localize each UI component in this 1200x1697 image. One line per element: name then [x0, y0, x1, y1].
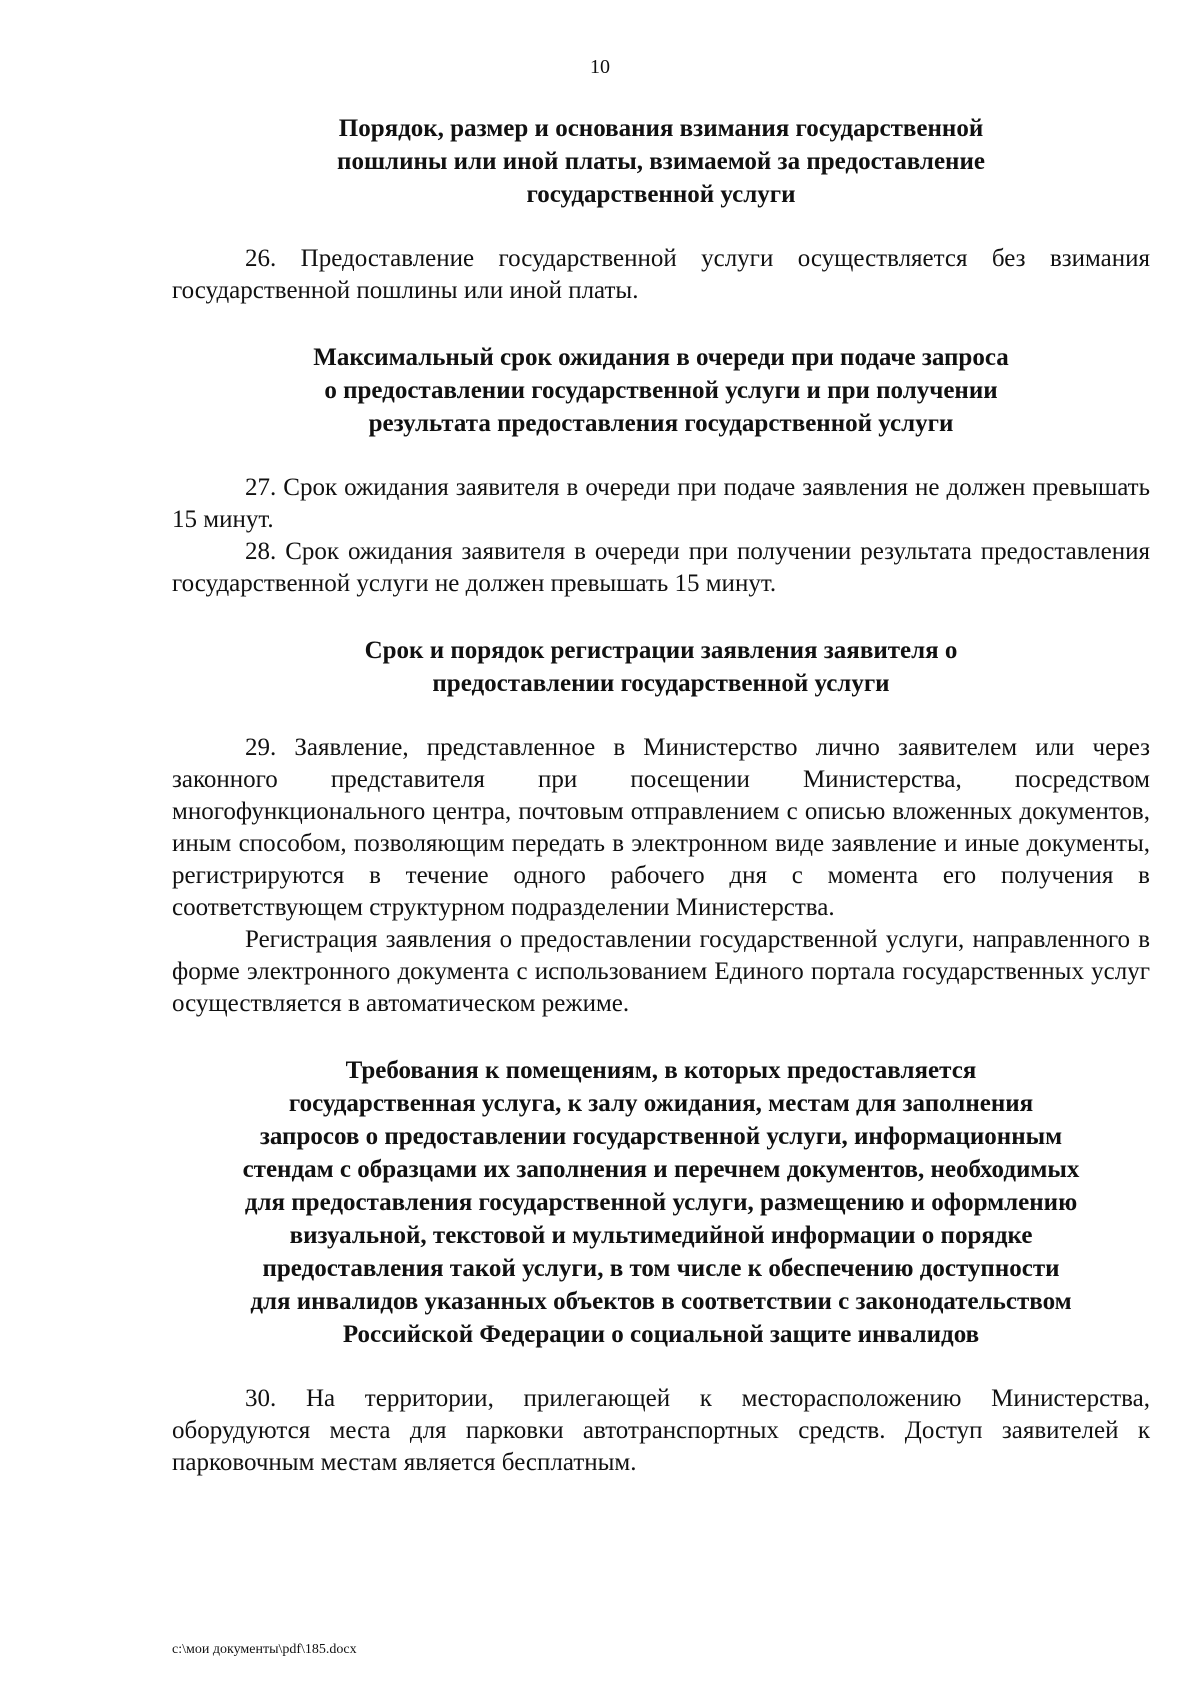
- section-registration: [172, 634, 1150, 1020]
- heading-line: предоставления такой услуги, в том числе к обеспечению доступности: [262, 1255, 1060, 1282]
- section-premises-requirements: [172, 1054, 1150, 1479]
- heading-line: запросов о предоставлении государственной услуги, информационным: [259, 1123, 1063, 1150]
- section-heading: [172, 634, 1150, 700]
- footer-file-path: c:\мои документы\pdf\185.docx: [172, 1642, 357, 1657]
- section-fee: [172, 112, 1150, 307]
- section-queue-time: [172, 341, 1150, 600]
- heading-line: о предоставлении государственной услуги и при получении: [324, 377, 998, 404]
- heading-line: визуальной, текстовой и мультимедийной информации о порядке: [289, 1222, 1033, 1249]
- heading-line: Максимальный срок ожидания в очереди при подаче запроса: [313, 344, 1009, 371]
- paragraph-27: 27. Срок ожидания заявителя в очереди при подаче заявления не должен превышать 15 минут.: [172, 474, 1150, 533]
- section-heading: [172, 112, 1150, 211]
- paragraph-29: 29. Заявление, представленное в Министерство лично заявителем или через законного представителя при посещении Министерства, посредством многофункционального центра, почтовым отправлением с описью вложенных документов, иным способом, позволяющим передать в электронном виде заявление и иные документы, регистрируются в течение одного рабочего дня с момента его получения в соответствующем структурном подразделении Министерства.: [172, 734, 1150, 921]
- paragraph-30: 30. На территории, прилегающей к месторасположению Министерства, оборудуются места для парковки автотранспортных средств. Доступ заявителей к парковочным местам является бесплатным.: [172, 1385, 1150, 1476]
- heading-line: стендам с образцами их заполнения и перечнем документов, необходимых: [242, 1156, 1080, 1183]
- heading-line: результата предоставления государственной услуги: [368, 410, 954, 437]
- page-number: 10: [590, 56, 610, 78]
- paragraph-26: 26. Предоставление государственной услуги осуществляется без взимания государственной пошлины или иной платы.: [172, 245, 1150, 304]
- heading-line: Требования к помещениям, в которых предоставляется: [345, 1057, 977, 1084]
- heading-line: Российской Федерации о социальной защите инвалидов: [342, 1321, 980, 1348]
- heading-line: Срок и порядок регистрации заявления заявителя о: [364, 637, 958, 664]
- heading-line: Порядок, размер и основания взимания государственной: [338, 115, 984, 142]
- heading-line: государственной услуги: [526, 181, 796, 208]
- document-body: [172, 112, 1150, 1479]
- heading-line: пошлины или иной платы, взимаемой за предоставление: [337, 148, 985, 175]
- section-heading: [172, 1054, 1150, 1351]
- heading-line: государственная услуга, к залу ожидания, местам для заполнения: [288, 1090, 1034, 1117]
- heading-line: для предоставления государственной услуги, размещению и оформлению: [244, 1189, 1078, 1216]
- heading-line: предоставлении государственной услуги: [432, 670, 890, 697]
- section-heading: [172, 341, 1150, 440]
- paragraph-28: 28. Срок ожидания заявителя в очереди при получении результата предоставления государственной услуги не должен превышать 15 минут.: [172, 538, 1150, 597]
- paragraph-registration-electronic: Регистрация заявления о предоставлении государственной услуги, направленного в форме электронного документа с использованием Единого портала государственных услуг осуществляется в автоматическом режиме.: [172, 926, 1150, 1017]
- heading-line: для инвалидов указанных объектов в соответствии с законодательством: [250, 1288, 1072, 1315]
